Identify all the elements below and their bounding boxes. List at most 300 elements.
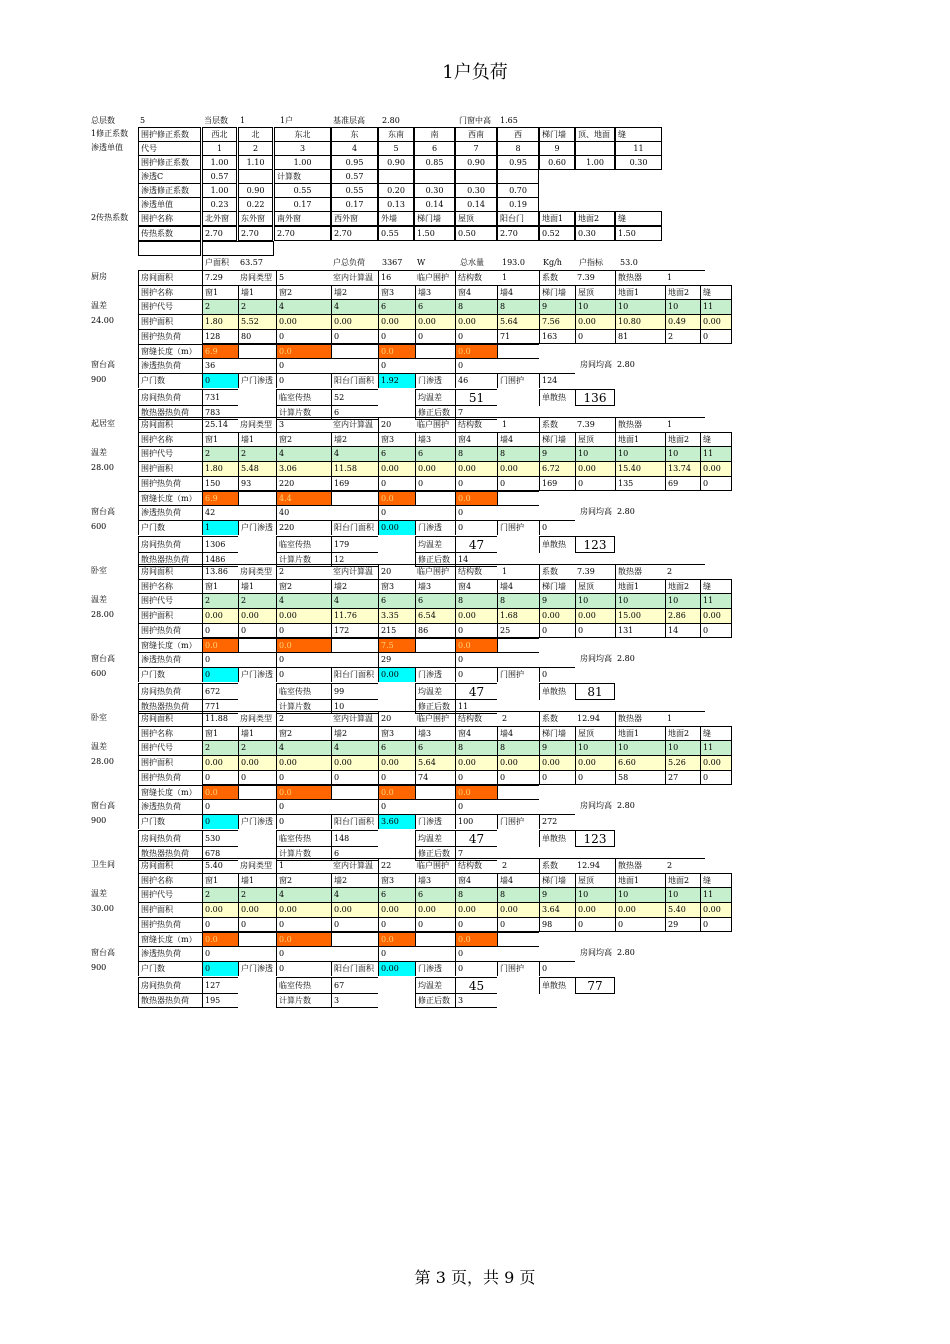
header-cell: [378, 169, 414, 184]
header-cell: 传热系数: [138, 226, 201, 241]
room-load-cell: 临室传热: [276, 977, 331, 994]
window-gap: [331, 785, 378, 800]
label-diff: 温差: [91, 889, 107, 898]
envelope-area: 0.00: [238, 608, 276, 623]
room-summary-cell: 临户围护: [415, 711, 455, 726]
row-label: 围护名称: [138, 285, 202, 300]
door-cell: 0: [202, 667, 238, 682]
row-label: 房间面积: [138, 417, 202, 432]
room-avg-height: 2.80: [617, 948, 635, 957]
envelope-area: 0.00: [276, 314, 331, 329]
radiator-cell: 计算片数: [276, 993, 331, 1008]
envelope-code: 6: [415, 446, 455, 461]
door-cell: 0: [455, 667, 497, 682]
room-summary-cell: 1: [665, 711, 705, 726]
room-summary-cell: 1: [500, 564, 539, 579]
room-load-cell: 731: [202, 389, 238, 406]
room-sill-height: 900: [91, 816, 107, 825]
header-cell: 2.70: [497, 226, 539, 241]
window-gap: [331, 344, 378, 359]
envelope-name: 窗4: [455, 285, 497, 300]
envelope-heat: 163: [539, 329, 575, 344]
envelope-heat: 0: [455, 476, 497, 491]
door-cell: 100: [455, 814, 497, 829]
header-cell: 西南: [455, 127, 497, 142]
header-cell: [615, 197, 662, 212]
envelope-area: 0.00: [455, 902, 497, 917]
room-sill-height: 900: [91, 375, 107, 384]
envelope-area: 5.52: [238, 314, 276, 329]
envelope-code: 9: [539, 740, 575, 755]
header-cell: [89, 226, 137, 241]
header-cell: 1.00: [274, 155, 331, 170]
header-cell: 6: [414, 141, 455, 156]
door-cell: 户门渗透: [238, 667, 276, 682]
envelope-code: 10: [575, 593, 615, 608]
infiltration-load: 0: [455, 358, 539, 373]
header-cell: 顶、地面: [575, 127, 615, 142]
room-summary-cell: 20: [378, 564, 415, 579]
envelope-name: 墙1: [238, 432, 276, 447]
door-cell: 0: [276, 961, 331, 976]
envelope-name: 窗2: [276, 579, 331, 594]
envelope-area: 5.48: [238, 461, 276, 476]
envelope-heat: 93: [238, 476, 276, 491]
envelope-name: 窗4: [455, 432, 497, 447]
envelope-code: 10: [575, 740, 615, 755]
window-gap: [497, 932, 539, 947]
header-cell: 渗透单值: [138, 197, 201, 212]
header-cell: 2.70: [331, 226, 378, 241]
envelope-code: 10: [665, 446, 700, 461]
header-cell: 北外窗: [202, 211, 237, 226]
room-load-cell: 临室传热: [276, 536, 331, 553]
envelope-name: 墙1: [238, 726, 276, 741]
door-cell: 0: [276, 373, 331, 388]
window-gap: [415, 785, 455, 800]
envelope-area: 0.00: [202, 902, 238, 917]
door-cell: 46: [455, 373, 497, 388]
envelope-name: 墙4: [497, 726, 539, 741]
envelope-heat: 172: [331, 623, 378, 638]
window-gap: [415, 932, 455, 947]
door-cell: 门围护: [497, 814, 539, 829]
header-cell: 基准层高: [333, 116, 365, 125]
room-avg-height: 2.80: [617, 654, 635, 663]
envelope-area: 0.00: [378, 902, 415, 917]
header-cell: 0.30: [414, 183, 455, 198]
envelope-name: 墙2: [331, 726, 378, 741]
header-cell: 梯门墙: [414, 211, 455, 226]
window-gap: 6.9: [202, 344, 238, 359]
envelope-heat: 0: [238, 770, 276, 785]
envelope-code: 4: [276, 887, 331, 902]
window-gap: 0.0: [276, 638, 331, 653]
room-load-cell: 81: [575, 683, 615, 700]
envelope-heat: 0: [615, 917, 665, 932]
envelope-code: 8: [497, 593, 539, 608]
room-summary-cell: 室内计算温: [331, 417, 378, 432]
room-load-cell: 136: [575, 389, 615, 406]
envelope-area: 0.00: [238, 755, 276, 770]
envelope-area: 3.64: [539, 902, 575, 917]
header-cell: 屋顶: [455, 211, 497, 226]
header-cell: 0.14: [455, 197, 497, 212]
envelope-code: 4: [331, 299, 378, 314]
header-cell: 0.70: [497, 183, 539, 198]
envelope-code: 8: [497, 740, 539, 755]
header-cell: [615, 169, 662, 184]
envelope-area: 1.68: [497, 608, 539, 623]
envelope-area: 15.40: [615, 461, 665, 476]
header-cell: 围护名称: [138, 211, 201, 226]
header-cell: 东北: [274, 127, 331, 142]
window-gap: 0.0: [202, 638, 238, 653]
window-gap: 0.0: [276, 785, 331, 800]
envelope-name: 窗4: [455, 579, 497, 594]
envelope-code: 2: [202, 446, 238, 461]
header-cell: 1.50: [414, 226, 455, 241]
room-load-cell: 1306: [202, 536, 238, 553]
radiator-cell: 计算片数: [276, 552, 331, 567]
header-cell: [414, 169, 455, 184]
envelope-area: 0.00: [455, 461, 497, 476]
envelope-area: 2.86: [665, 608, 700, 623]
radiator-cell: 3: [331, 993, 378, 1008]
header-cell: 总层数: [91, 116, 115, 125]
envelope-heat: 215: [378, 623, 415, 638]
window-gap: 0.0: [455, 491, 497, 506]
page-title: 1户负荷: [442, 62, 508, 83]
envelope-name: 地面1: [615, 432, 665, 447]
envelope-area: 0.00: [455, 608, 497, 623]
header-cell: 总水量: [460, 258, 484, 267]
envelope-name: 墙1: [238, 579, 276, 594]
room-summary-cell: 2: [500, 711, 539, 726]
row-label: 散热器热负荷: [138, 699, 202, 714]
envelope-code: 8: [455, 446, 497, 461]
envelope-heat: 0: [415, 329, 455, 344]
envelope-code: 4: [276, 299, 331, 314]
row-label: 散热器热负荷: [138, 993, 202, 1008]
header-cell: 2.70: [274, 226, 331, 241]
header-cell: 0.13: [378, 197, 414, 212]
window-gap: [238, 638, 276, 653]
door-cell: 1: [202, 520, 238, 535]
envelope-code: 8: [455, 299, 497, 314]
envelope-area: 6.72: [539, 461, 575, 476]
envelope-heat: 0: [575, 623, 615, 638]
envelope-code: 10: [615, 593, 665, 608]
envelope-area: 0.00: [331, 314, 378, 329]
envelope-code: 10: [575, 446, 615, 461]
room-load-cell: 单散热: [539, 683, 575, 700]
envelope-name: 墙4: [497, 285, 539, 300]
envelope-area: 0.00: [700, 902, 732, 917]
envelope-heat: 0: [238, 917, 276, 932]
row-label: 房间热负荷: [138, 389, 202, 406]
envelope-name: 地面1: [615, 726, 665, 741]
window-gap: [238, 491, 276, 506]
infiltration-load: 0: [276, 652, 378, 667]
envelope-heat: 27: [665, 770, 700, 785]
envelope-code: 10: [615, 740, 665, 755]
envelope-heat: 0: [276, 770, 331, 785]
header-cell: 3: [274, 141, 331, 156]
window-gap: 0.0: [378, 344, 415, 359]
envelope-area: 11.58: [331, 461, 378, 476]
envelope-code: 10: [615, 299, 665, 314]
door-cell: 门渗透: [415, 961, 455, 976]
door-cell: 门围护: [497, 373, 539, 388]
envelope-area: 0.00: [415, 314, 455, 329]
envelope-name: 墙1: [238, 285, 276, 300]
envelope-heat: 98: [539, 917, 575, 932]
envelope-code: 4: [276, 593, 331, 608]
header-cell: [89, 197, 137, 212]
envelope-name: 窗3: [378, 726, 415, 741]
envelope-area: 0.49: [665, 314, 700, 329]
envelope-area: 0.00: [238, 902, 276, 917]
row-label: 围护名称: [138, 726, 202, 741]
header-cell: 1: [202, 141, 237, 156]
row-label: 房间热负荷: [138, 830, 202, 847]
envelope-name: 屋顶: [575, 579, 615, 594]
envelope-area: 0.00: [575, 314, 615, 329]
envelope-area: 5.26: [665, 755, 700, 770]
envelope-heat: 0: [276, 623, 331, 638]
header-cell: 0.90: [238, 183, 273, 198]
envelope-code: 11: [700, 593, 732, 608]
room-load-cell: 123: [575, 830, 615, 847]
row-label: 房间热负荷: [138, 977, 202, 994]
door-cell: 0: [455, 961, 497, 976]
room-summary-cell: 结构数: [455, 417, 500, 432]
row-label: 房间热负荷: [138, 536, 202, 553]
radiator-cell: 计算片数: [276, 699, 331, 714]
envelope-name: 梯门墙: [539, 285, 575, 300]
infiltration-load: 0: [276, 799, 378, 814]
row-label: 渗透热负荷: [138, 799, 202, 814]
window-gap: [497, 638, 539, 653]
header-cell: 东: [331, 127, 378, 142]
row-label: 围护热负荷: [138, 329, 202, 344]
envelope-area: 0.00: [575, 461, 615, 476]
header-cell: 门窗中高: [459, 116, 491, 125]
header-cell: 户指标: [579, 258, 603, 267]
room-summary-cell: 20: [378, 417, 415, 432]
label-avg-height: 房间均高: [580, 507, 612, 516]
room-load-cell: 均温差: [415, 389, 455, 406]
header-cell: 外墙: [378, 211, 414, 226]
radiator-cell: 计算片数: [276, 846, 331, 861]
room-summary-cell: 22: [378, 858, 415, 873]
row-label: 围护面积: [138, 608, 202, 623]
header-cell: 东南: [378, 127, 414, 142]
room-load-cell: 47: [455, 683, 497, 700]
envelope-heat: 0: [700, 770, 732, 785]
header-cell: 1.00: [575, 155, 615, 170]
window-gap: 0.0: [276, 344, 331, 359]
header-cell: 1修正系数: [91, 129, 129, 138]
room-name: 厨房: [91, 272, 107, 281]
radiator-cell: 修正后数: [415, 846, 455, 861]
header-cell: 0.95: [331, 155, 378, 170]
room-summary-cell: 房间类型: [238, 564, 276, 579]
envelope-name: 墙3: [415, 579, 455, 594]
room-summary-cell: 7.39: [575, 270, 615, 285]
envelope-heat: 169: [539, 476, 575, 491]
room-summary-cell: 1: [665, 417, 705, 432]
envelope-code: 11: [700, 740, 732, 755]
room-load-cell: 77: [575, 977, 615, 994]
envelope-heat: 0: [455, 770, 497, 785]
envelope-name: 窗2: [276, 873, 331, 888]
label-diff: 温差: [91, 742, 107, 751]
envelope-name: 地面1: [615, 579, 665, 594]
envelope-name: 梯门墙: [539, 726, 575, 741]
envelope-heat: 0: [276, 917, 331, 932]
room-load-cell: 临室传热: [276, 830, 331, 847]
row-label: 房间面积: [138, 270, 202, 285]
header-cell: [615, 183, 662, 198]
header-cell: 0.95: [497, 155, 539, 170]
envelope-name: 窗2: [276, 726, 331, 741]
radiator-cell: 7: [455, 405, 497, 420]
door-cell: 1.92: [378, 373, 415, 388]
room-name: 卫生间: [91, 860, 115, 869]
header-cell: 户面积: [202, 256, 237, 271]
room-summary-cell: 临户围护: [415, 564, 455, 579]
room-summary-cell: 12.94: [575, 711, 615, 726]
envelope-heat: 81: [615, 329, 665, 344]
window-gap: [331, 932, 378, 947]
row-label: 渗透热负荷: [138, 652, 202, 667]
envelope-code: 6: [415, 593, 455, 608]
envelope-area: 6.60: [615, 755, 665, 770]
window-gap: [497, 785, 539, 800]
row-label: 围护热负荷: [138, 917, 202, 932]
door-cell: 门围护: [497, 520, 539, 535]
room-summary-cell: 2: [500, 858, 539, 873]
header-cell: [539, 197, 575, 212]
envelope-area: 0.00: [700, 314, 732, 329]
room-summary-cell: 房间类型: [238, 417, 276, 432]
room-load-cell: 148: [331, 830, 378, 847]
room-load-cell: 123: [575, 536, 615, 553]
envelope-code: 4: [331, 887, 378, 902]
room-summary-cell: 系数: [539, 858, 575, 873]
envelope-heat: 0: [700, 329, 732, 344]
window-gap: 0.0: [455, 932, 497, 947]
envelope-name: 梯门墙: [539, 432, 575, 447]
envelope-heat: 0: [700, 476, 732, 491]
room-summary-cell: 结构数: [455, 270, 500, 285]
door-cell: 门围护: [497, 667, 539, 682]
envelope-area: 0.00: [276, 608, 331, 623]
room-load-cell: 51: [455, 389, 497, 406]
header-cell: 梯门墙: [539, 127, 575, 142]
envelope-area: 0.00: [700, 755, 732, 770]
room-name: 起居室: [91, 419, 115, 428]
room-summary-cell: 12.94: [575, 858, 615, 873]
envelope-code: 8: [455, 887, 497, 902]
row-label: 围护代号: [138, 887, 202, 902]
window-gap: [238, 785, 276, 800]
header-cell: 0.90: [455, 155, 497, 170]
envelope-heat: 0: [202, 917, 238, 932]
door-cell: 0.00: [378, 961, 415, 976]
envelope-name: 窗1: [202, 579, 238, 594]
room-summary-cell: 16: [378, 270, 415, 285]
envelope-code: 10: [575, 887, 615, 902]
header-cell: [575, 197, 615, 212]
envelope-heat: 0: [202, 770, 238, 785]
envelope-heat: 0: [700, 623, 732, 638]
header-cell: 2.80: [382, 116, 400, 125]
row-label: 围护面积: [138, 902, 202, 917]
envelope-name: 墙3: [415, 726, 455, 741]
row-label: 散热器热负荷: [138, 405, 202, 420]
envelope-heat: 0: [497, 917, 539, 932]
envelope-code: 11: [700, 299, 732, 314]
envelope-code: 6: [415, 740, 455, 755]
infiltration-load: 0: [202, 799, 276, 814]
room-summary-cell: 25.14: [202, 417, 238, 432]
room-summary-cell: 室内计算温: [331, 711, 378, 726]
row-label: 围护热负荷: [138, 623, 202, 638]
envelope-area: 0.00: [378, 755, 415, 770]
window-gap: 0.0: [202, 785, 238, 800]
room-summary-cell: 散热器: [615, 417, 665, 432]
radiator-cell: 10: [331, 699, 378, 714]
room-summary-cell: 系数: [539, 711, 575, 726]
row-label: 渗透热负荷: [138, 505, 202, 520]
room-sill-height: 600: [91, 522, 107, 531]
row-label: 围护面积: [138, 314, 202, 329]
envelope-code: 4: [331, 446, 378, 461]
header-cell: 1.00: [202, 183, 237, 198]
envelope-name: 墙2: [331, 873, 378, 888]
header-cell: 南外窗: [274, 211, 331, 226]
room-summary-cell: 7.29: [202, 270, 238, 285]
radiator-cell: 678: [202, 846, 238, 861]
row-label: 围护名称: [138, 873, 202, 888]
envelope-code: 2: [238, 593, 276, 608]
envelope-name: 墙2: [331, 285, 378, 300]
envelope-heat: 131: [615, 623, 665, 638]
envelope-name: 地面2: [665, 873, 700, 888]
row-label: 围护面积: [138, 755, 202, 770]
header-cell: 渗透单值: [91, 143, 123, 152]
infiltration-load: 0: [455, 799, 539, 814]
envelope-code: 9: [539, 299, 575, 314]
envelope-area: 0.00: [415, 902, 455, 917]
envelope-name: 地面1: [615, 873, 665, 888]
room-summary-cell: 室内计算温: [331, 270, 378, 285]
door-cell: 272: [539, 814, 575, 829]
window-gap: [497, 344, 539, 359]
door-cell: 0: [455, 520, 497, 535]
door-cell: 门渗透: [415, 667, 455, 682]
label-sill: 窗台高: [91, 654, 115, 663]
header-cell: 0.22: [238, 197, 273, 212]
row-label: 围护代号: [138, 740, 202, 755]
label-sill: 窗台高: [91, 801, 115, 810]
header-cell: 7: [455, 141, 497, 156]
room-avg-height: 2.80: [617, 507, 635, 516]
header-cell: 1.50: [615, 226, 662, 241]
